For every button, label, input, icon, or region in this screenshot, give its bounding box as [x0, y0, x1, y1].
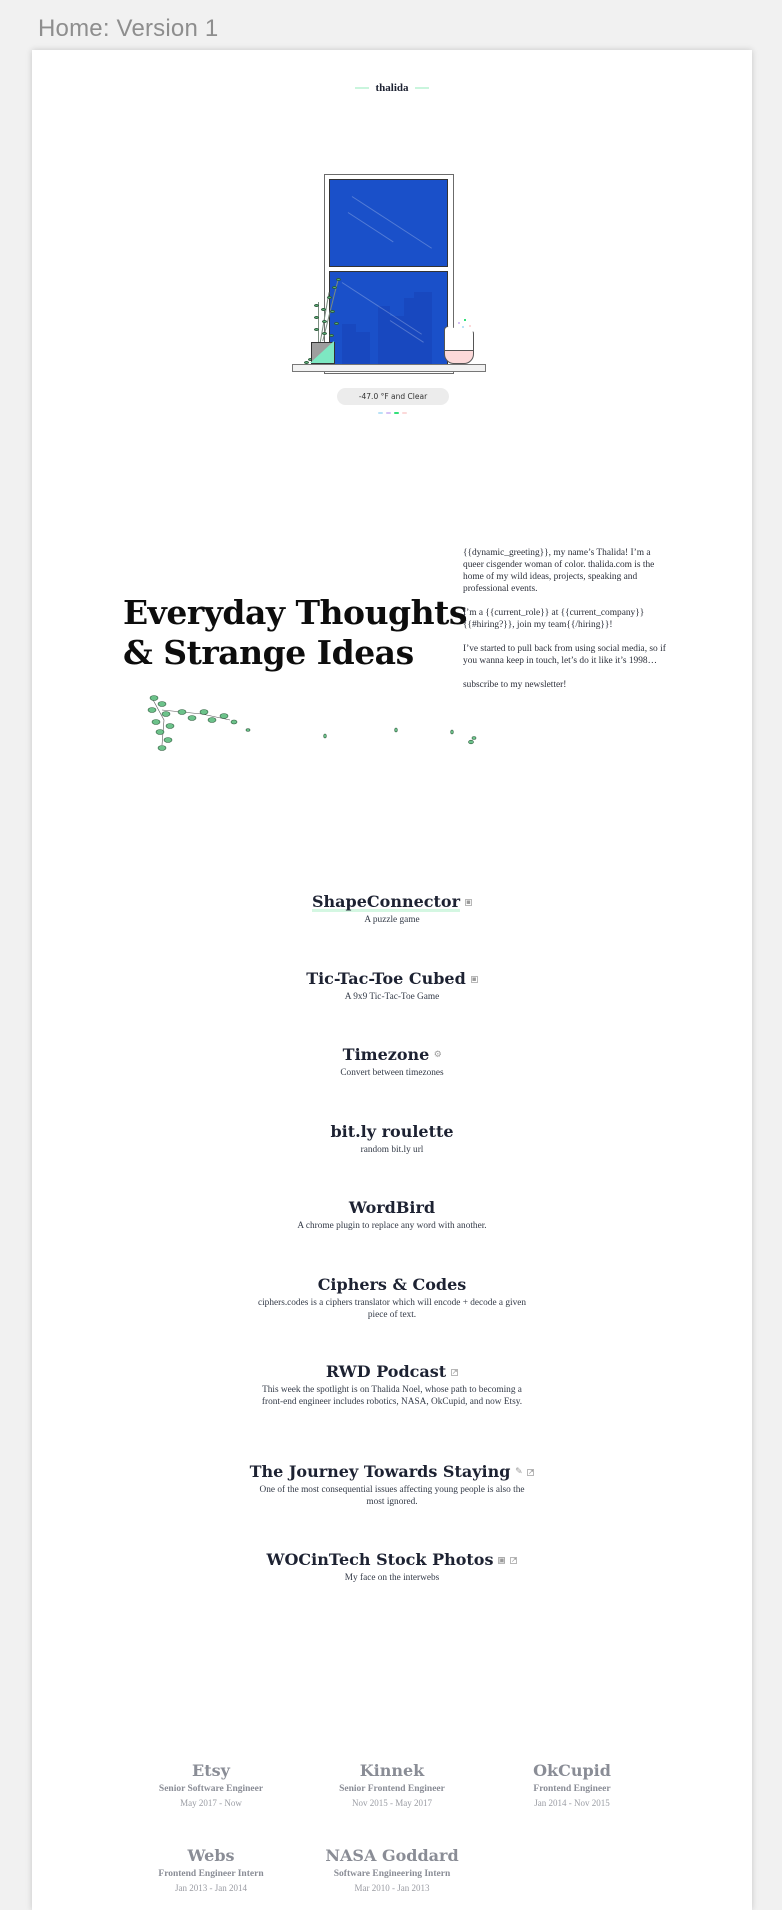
project-description: A chrome plugin to replace any word with another. — [297, 1221, 487, 1231]
job-item — [121, 1846, 301, 1893]
brand-link[interactable]: thalida — [375, 82, 409, 94]
project-item — [32, 1198, 752, 1232]
project-title-link[interactable]: ShapeConnector — [311, 892, 460, 911]
job-item — [302, 1846, 482, 1893]
project-title-link[interactable]: Ciphers & Codes — [317, 1275, 467, 1294]
speaker-light — [462, 326, 464, 328]
game-icon: ▪ — [466, 897, 471, 906]
project-item — [32, 1362, 752, 1408]
speaker-light — [464, 319, 466, 321]
project-title-link[interactable]: WordBird — [348, 1198, 436, 1217]
page-card — [32, 50, 752, 1910]
job-item — [121, 1761, 301, 1808]
skyline-building — [414, 292, 432, 364]
plant-pot — [311, 342, 335, 364]
job-company: Kinnek — [359, 1761, 425, 1780]
glass-glare — [348, 212, 394, 242]
skyline-building — [356, 332, 370, 364]
tool-icon: ⚙ — [433, 1049, 442, 1060]
game-icon: ▪ — [471, 974, 477, 983]
window-frame — [324, 174, 454, 374]
frame-title: Home: Version 1 — [38, 15, 219, 42]
job-dates: Jan 2014 - Nov 2015 — [534, 1798, 610, 1808]
carousel-dot[interactable] — [386, 412, 391, 414]
project-description: My face on the interwebs — [344, 1573, 440, 1583]
skyline-building — [342, 324, 356, 364]
job-dates: Nov 2015 - May 2017 — [352, 1798, 432, 1808]
project-item — [32, 1462, 752, 1508]
project-item — [32, 969, 752, 1003]
project-title-link[interactable]: The Journey Towards Staying — [249, 1462, 511, 1481]
job-item — [482, 1761, 662, 1808]
intro-paragraph: I’m a {{current_role}} at {{current_company}} {{#hiring?}}, join my team{{/hiring}}! — [463, 608, 645, 630]
project-title-link[interactable]: WOCinTech Stock Photos — [266, 1550, 494, 1569]
project-description: A 9x9 Tic-Tac-Toe Game — [344, 992, 440, 1002]
project-item — [32, 1275, 752, 1321]
skyline-building — [378, 306, 390, 364]
weather-badge: -47.0 °F and Clear — [337, 388, 449, 405]
project-title-link[interactable]: bit.ly roulette — [330, 1122, 454, 1141]
project-item — [32, 1045, 752, 1079]
project-item — [32, 1122, 752, 1156]
project-title-link[interactable]: Timezone — [342, 1045, 430, 1064]
project-description: A puzzle game — [364, 915, 420, 925]
smart-speaker — [444, 326, 474, 364]
project-description: Convert between timezones — [340, 1068, 444, 1078]
photo-icon: ▣ — [498, 1555, 506, 1564]
project-title-link[interactable]: Tic-Tac-Toe Cubed — [306, 969, 466, 988]
newsletter-link[interactable]: subscribe to my newsletter! — [463, 680, 567, 690]
window-pane-top — [329, 179, 448, 267]
skyline-building — [390, 316, 404, 364]
job-role: Software Engineering Intern — [333, 1869, 451, 1879]
project-description: ciphers.codes is a ciphers translator which will encode + decode a given piece of text. — [257, 1298, 527, 1320]
job-role: Senior Frontend Engineer — [339, 1784, 445, 1794]
hero-title — [123, 593, 467, 673]
window-pane-bottom — [329, 271, 448, 365]
carousel-dot[interactable] — [378, 412, 383, 414]
project-item — [32, 892, 752, 926]
project-item — [32, 1550, 752, 1584]
speaker-light — [458, 322, 460, 324]
job-role: Senior Software Engineer — [158, 1784, 264, 1794]
job-item — [302, 1761, 482, 1808]
carousel-dot[interactable] — [402, 412, 407, 414]
job-company: Webs — [187, 1846, 235, 1865]
job-dates: May 2017 - Now — [180, 1798, 242, 1808]
intro-paragraph: I’ve started to pull back from using social media, so if you wanna keep in touch, let’s do it like it’s 1998… — [463, 644, 666, 666]
hero-title-line-2: & Strange Ideas — [123, 633, 414, 672]
speaker-light — [469, 325, 471, 327]
project-title-link[interactable]: RWD Podcast — [325, 1362, 447, 1381]
carousel-dot[interactable] — [394, 412, 399, 414]
window-illustration — [294, 174, 490, 374]
external-link-icon[interactable]: ↗ — [527, 1467, 534, 1476]
project-description: One of the most consequential issues affecting young people is also the most ignored. — [259, 1485, 525, 1507]
job-dates: Mar 2010 - Jan 2013 — [354, 1883, 430, 1893]
job-company: NASA Goddard — [325, 1846, 459, 1865]
project-description: This week the spotlight is on Thalida Noel, whose path to becoming a front-end engineer includes robotics, NASA, OkCupid, and now Etsy. — [261, 1385, 523, 1407]
window-sill — [292, 364, 486, 372]
job-dates: Jan 2013 - Jan 2014 — [175, 1883, 247, 1893]
vine-decoration — [142, 690, 492, 760]
job-role: Frontend Engineer — [533, 1784, 611, 1794]
pencil-icon: ✎ — [515, 1466, 523, 1477]
carousel-dots — [32, 412, 752, 414]
external-link-icon[interactable]: ↗ — [451, 1367, 458, 1376]
site-header — [32, 82, 752, 94]
intro-paragraph: {{dynamic_greeting}}, my name’s Thalida! I’m a queer cisgender woman of color. thalida.com is the home of my wild ideas, projects, speaking and professional events. — [463, 548, 655, 594]
brand-line-right — [415, 87, 429, 89]
intro-text — [463, 547, 673, 703]
job-company: OkCupid — [533, 1761, 611, 1780]
external-link-icon[interactable]: ↗ — [511, 1555, 517, 1564]
job-role: Frontend Engineer Intern — [158, 1869, 264, 1879]
project-description: random bit.ly url — [360, 1145, 424, 1155]
job-company: Etsy — [192, 1761, 230, 1780]
hero-title-line-1: Everyday Thoughts — [123, 593, 467, 632]
brand-line-left — [355, 87, 369, 89]
